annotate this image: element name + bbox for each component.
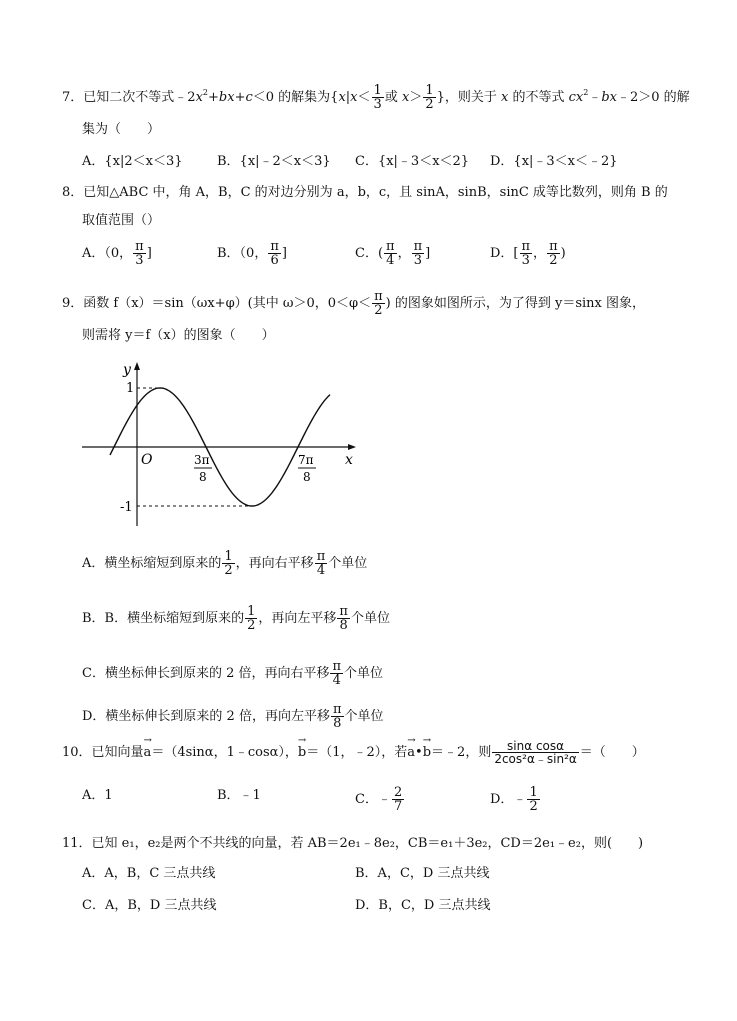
q10-text: ＝﹣2，则	[431, 745, 492, 760]
q11-option-a[interactable]: A．A，B，C 三点共线	[82, 866, 216, 881]
denominator: 3	[135, 253, 144, 268]
option-text: )	[560, 246, 566, 261]
numerator: π	[374, 289, 383, 304]
fraction	[527, 786, 539, 813]
fraction	[520, 240, 533, 267]
var-x: x	[401, 90, 410, 105]
numerator: sinα cosα	[492, 740, 578, 753]
q7-text: }，则关于	[436, 90, 501, 105]
q8-option-d[interactable]	[490, 240, 566, 267]
option-text: 个单位	[350, 611, 390, 626]
q7-line1	[62, 84, 690, 111]
denominator: 3	[413, 253, 422, 268]
var-x: x	[350, 90, 358, 105]
q7-text: 的不等式	[508, 90, 569, 105]
q11-line1: 11．已知 e₁，e₂是两个不共线的向量，若 AB＝2e₁﹣8e₂，CB＝e₁＋3e₂，CD＝2e₁﹣e₂，则( )	[62, 836, 644, 851]
fraction	[331, 703, 344, 730]
denominator: 4	[386, 253, 395, 268]
denominator: 6	[270, 253, 279, 268]
numerator: 1	[529, 785, 538, 800]
denominator: 2	[549, 253, 558, 268]
option-text: A．横坐标缩短到原来的	[82, 556, 222, 571]
denominator: 4	[332, 673, 341, 688]
q7-text: ＞	[409, 90, 423, 105]
q10-option-c[interactable]	[355, 786, 405, 813]
var-bx: bx	[601, 90, 617, 105]
numerator: 1	[373, 83, 382, 98]
q10-text: ＝（4sinα，1﹣cosα），	[151, 745, 298, 760]
fraction	[547, 240, 560, 267]
q7-number: 7．	[62, 90, 84, 105]
q11-option-d[interactable]: D．B，C，D 三点共线	[355, 898, 491, 913]
q9-text: ) 的图象如图所示，为了得到 y＝sinx 图象，	[385, 296, 646, 311]
numerator: π	[549, 239, 558, 254]
var-x: x	[501, 90, 509, 105]
option-text: ]	[281, 246, 287, 261]
fraction	[392, 786, 404, 813]
q7-text: |	[345, 90, 351, 105]
q10-text: ＝（ ）	[579, 745, 645, 760]
q7-text: 已知二次不等式﹣2	[83, 90, 196, 105]
q10-text: ＝（1，﹣2），若	[306, 745, 408, 760]
option-text: ，再向左平移	[258, 611, 337, 626]
denominator: 3	[373, 97, 382, 112]
q9-option-d[interactable]	[82, 703, 384, 730]
fraction	[245, 605, 257, 632]
q9-line2: 则需将 y＝f（x）的图象（ ）	[82, 328, 275, 343]
option-text: 个单位	[344, 666, 384, 681]
fraction	[372, 290, 385, 317]
x-tick-3pi8	[194, 453, 212, 484]
origin-label: O	[141, 452, 153, 468]
denominator: 2cos²α﹣sin²α	[494, 752, 577, 766]
q7-line2: 集为（ ）	[82, 122, 161, 137]
option-text: ，	[533, 246, 547, 261]
q7-text: ＜0 的解集为{	[252, 90, 339, 105]
y-axis-arrow	[134, 362, 140, 370]
option-text: ]	[146, 246, 152, 261]
q10-option-b[interactable]: B．﹣1	[217, 788, 261, 803]
option-text: ，再向右平移	[235, 556, 314, 571]
denominator: 7	[393, 799, 403, 814]
option-text: 个单位	[328, 556, 368, 571]
q10-line1	[62, 740, 645, 765]
var-x: x	[338, 90, 346, 105]
numerator: π	[332, 659, 342, 674]
q7-option-b[interactable]: B．{x|﹣2＜x＜3}	[217, 154, 331, 169]
tick-denominator: 8	[199, 470, 207, 484]
vector-b: → b	[298, 743, 306, 763]
option-text: C．(	[355, 246, 384, 261]
q7-text: 或	[384, 90, 402, 105]
numerator: 1	[224, 549, 233, 564]
option-text: D．﹣	[490, 792, 527, 807]
q8-line1: 8．已知△ABC 中，角 A，B，C 的对边分别为 a，b，c，且 sinA，sinB，sinC 成等比数列，则角 B 的	[62, 185, 668, 200]
numerator: π	[386, 239, 395, 254]
option-text: C．横坐标伸长到原来的 2 倍，再向右平移	[82, 666, 330, 681]
fraction	[372, 84, 384, 111]
numerator: π	[316, 549, 326, 564]
q7-text: ﹣	[588, 90, 602, 105]
denominator: 2	[247, 618, 256, 633]
numerator: 1	[425, 83, 434, 98]
x-tick-7pi8	[298, 453, 316, 484]
option-text: B．B．横坐标缩短到原来的	[82, 611, 245, 626]
denominator: 2	[224, 563, 233, 578]
numerator: π	[521, 239, 531, 254]
numerator: π	[332, 702, 342, 717]
q9-line1	[62, 290, 645, 317]
option-text: D．[	[490, 246, 519, 261]
var-x: x	[195, 90, 203, 105]
q10-option-a[interactable]: A．1	[82, 788, 113, 803]
fraction	[492, 740, 578, 765]
exponent: 2	[583, 88, 589, 97]
vector-a: → a	[144, 743, 152, 763]
q9-option-b[interactable]	[82, 605, 390, 632]
q7-text: +	[234, 90, 246, 105]
exponent: 2	[202, 88, 208, 97]
denominator: 4	[316, 563, 326, 578]
denominator: 3	[521, 253, 530, 268]
dot-operator: •	[415, 745, 423, 760]
q7-text: +	[208, 90, 219, 105]
denominator: 8	[339, 618, 348, 633]
numerator: 2	[393, 785, 403, 800]
numerator: 1	[247, 604, 256, 619]
q7-text: ﹣2＞0 的解	[617, 90, 690, 105]
y-axis-label: y	[123, 362, 131, 378]
var-c: c	[245, 90, 253, 105]
q7-text: ＜	[357, 90, 371, 105]
q9-sine-graph	[80, 358, 380, 528]
denominator: 8	[333, 716, 342, 731]
option-text: 个单位	[344, 709, 384, 724]
fraction	[384, 240, 397, 267]
option-text: ]	[425, 246, 431, 261]
x-axis-arrow	[348, 444, 356, 450]
option-text: ，	[397, 246, 411, 261]
q9-option-a[interactable]	[82, 550, 367, 577]
numerator: π	[413, 239, 423, 254]
x-axis-label: x	[345, 452, 353, 468]
numerator: π	[135, 239, 144, 254]
denominator: 2	[374, 303, 383, 318]
q7-option-d[interactable]: D．{x|﹣3＜x＜﹣2}	[490, 154, 618, 169]
q10-text: 10．已知向量	[62, 745, 144, 760]
y-tick-1: 1	[126, 381, 135, 396]
fraction	[222, 550, 234, 577]
fraction	[412, 240, 425, 267]
numerator: π	[339, 604, 348, 619]
q9-text: 9．函数 f（x）＝sin（ωx+φ）(其中 ω＞0，0＜φ＜	[62, 296, 372, 311]
q8-option-a[interactable]	[82, 240, 152, 267]
numerator: π	[270, 239, 279, 254]
tick-denominator: 8	[303, 470, 311, 484]
fraction	[337, 605, 350, 632]
fraction	[315, 550, 328, 577]
denominator: 2	[425, 97, 434, 112]
var-bx: bx	[218, 90, 235, 105]
q7-option-c[interactable]: C．{x|﹣3＜x＜2}	[355, 154, 470, 169]
option-text: A．（0，	[82, 246, 133, 261]
fraction	[423, 84, 435, 111]
fraction	[330, 660, 343, 687]
denominator: 2	[529, 799, 538, 814]
q7-option-a[interactable]: A．{x|2＜x＜3}	[82, 154, 183, 169]
vector-a: → a	[407, 743, 415, 763]
option-text: D．横坐标伸长到原来的 2 倍，再向左平移	[82, 709, 330, 724]
q11-option-b[interactable]: B．A，C，D 三点共线	[355, 866, 490, 881]
q8-option-b[interactable]	[217, 240, 287, 267]
y-tick-neg1: -1	[120, 500, 133, 515]
option-text: B．（0，	[217, 246, 268, 261]
vector-b: → b	[423, 743, 431, 763]
option-text: C．﹣	[355, 792, 391, 807]
var-cx: cx	[568, 90, 584, 105]
q10-option-d[interactable]	[490, 786, 541, 813]
q8-line2: 取值范围（）	[82, 213, 161, 228]
fraction	[268, 240, 281, 267]
tick-numerator: 7π	[298, 453, 314, 467]
tick-numerator: 3π	[194, 453, 210, 467]
q8-option-c[interactable]	[355, 240, 430, 267]
fraction	[133, 240, 146, 267]
q11-option-c[interactable]: C．A，B，D 三点共线	[82, 898, 217, 913]
q9-option-c[interactable]	[82, 660, 383, 687]
